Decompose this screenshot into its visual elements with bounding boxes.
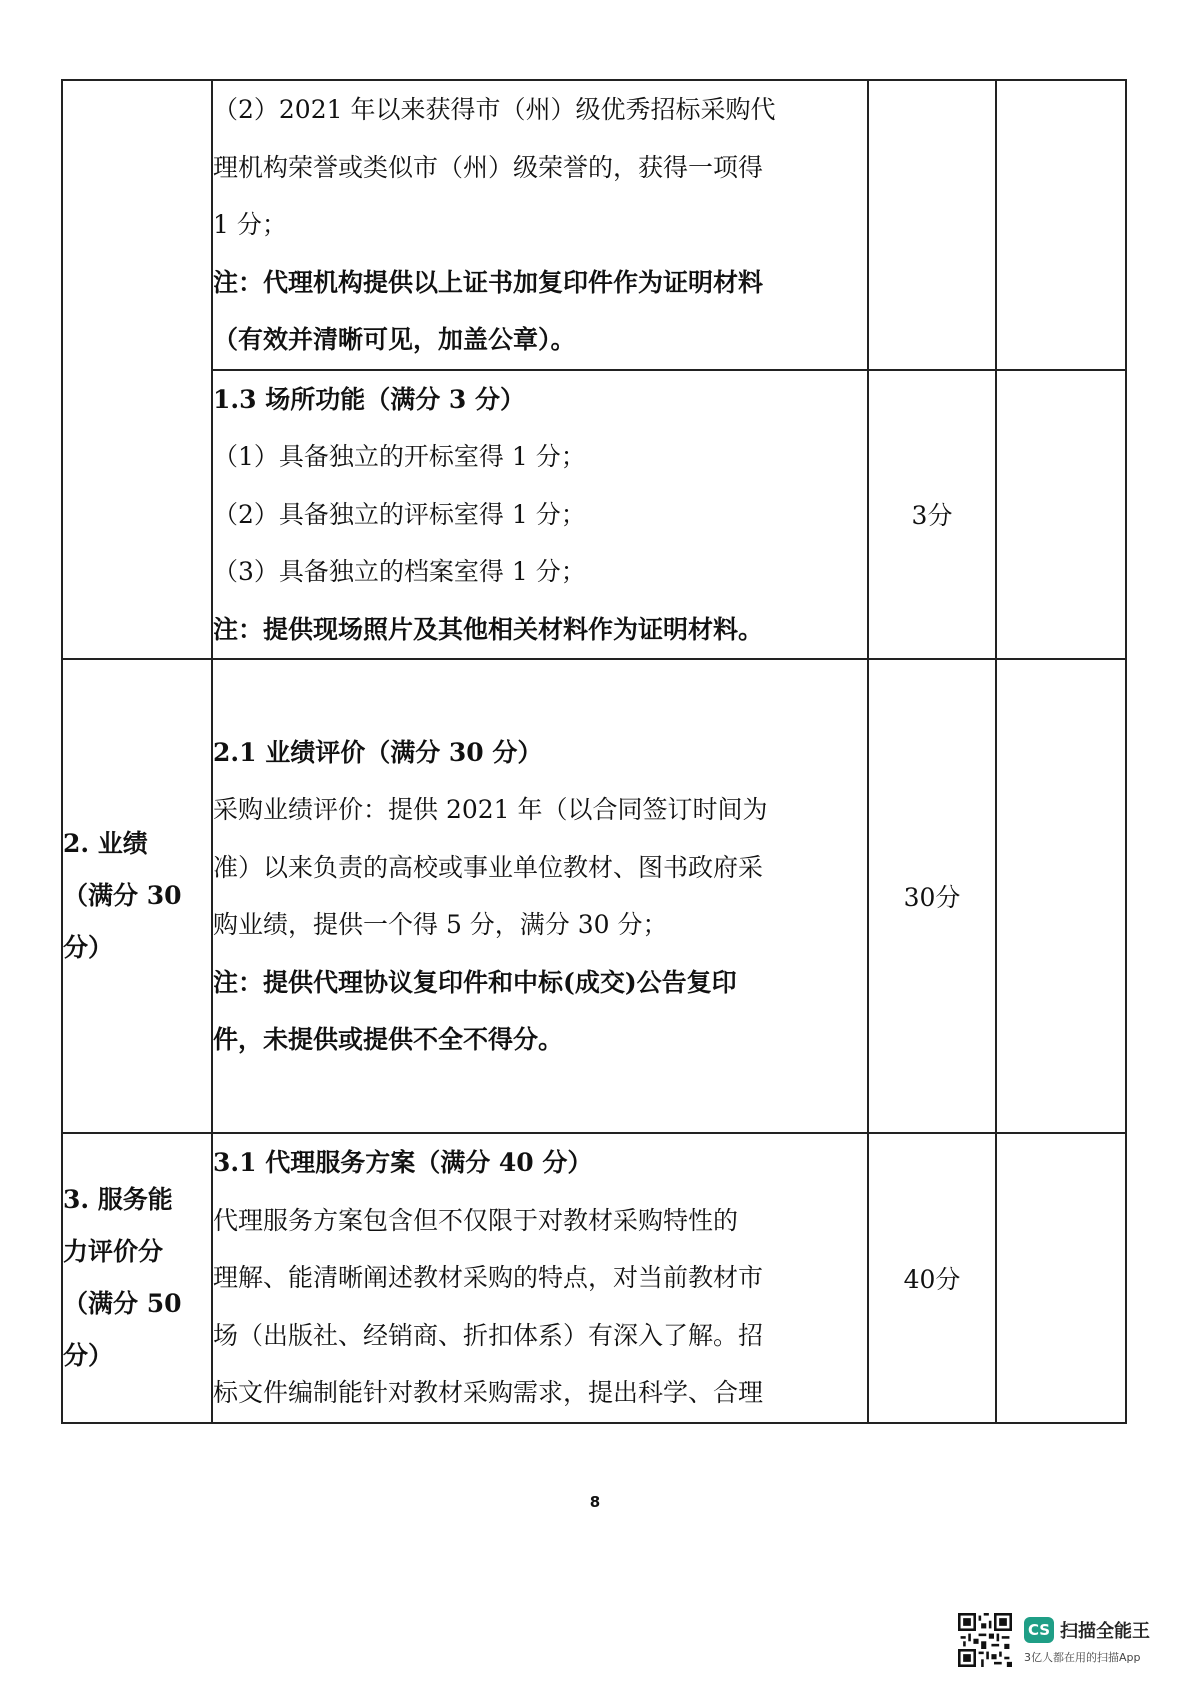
category-line: （满分 30 xyxy=(63,881,182,910)
criteria-line: 理解、能清晰阐述教材采购的特点，对当前教材市 xyxy=(213,1263,764,1292)
watermark-app-name: 扫描全能王 xyxy=(1060,1621,1150,1642)
category-line: 分） xyxy=(63,1340,114,1370)
criteria-line: 理机构荣誉或类似市（州）级荣誉的，获得一项得 xyxy=(213,152,764,182)
category-cell-performance xyxy=(62,659,212,1133)
criteria-cell-venue xyxy=(212,370,868,660)
criteria-cell-performance xyxy=(212,659,868,1133)
criteria-line: 准）以来负责的高校或事业单位教材、图书政府采 xyxy=(213,852,764,882)
scanner-watermark xyxy=(958,1613,1168,1673)
cs-logo-icon: CS xyxy=(1024,1617,1054,1643)
page-number: 8 xyxy=(589,1493,601,1511)
criteria-line: 采购业绩评价：提供 2021 年（以合同签订时间为 xyxy=(213,795,768,824)
criteria-line: （2）具备独立的评标室得 1 分； xyxy=(213,499,586,529)
criteria-line: 标文件编制能针对教材采购需求，提出科学、合理 xyxy=(213,1378,764,1407)
table-row xyxy=(62,370,1126,660)
score-cell xyxy=(996,80,1126,370)
criteria-line: （2）2021 年以来获得市（州）级优秀招标采购代 xyxy=(213,95,776,124)
criteria-heading: 3.1 代理服务方案（满分 40 分） xyxy=(213,1148,593,1177)
score-cell xyxy=(996,1133,1126,1423)
table-row xyxy=(62,80,1126,370)
criteria-line: （3）具备独立的档案室得 1 分； xyxy=(213,557,586,586)
category-line: 3. 服务能 xyxy=(63,1184,173,1214)
category-cell-1 xyxy=(62,80,212,659)
score-cell xyxy=(996,659,1126,1133)
watermark-tagline: 3亿人都在用的扫描App xyxy=(1024,1651,1141,1664)
category-cell-service xyxy=(62,1133,212,1423)
criteria-note: 注：代理机构提供以上证书加复印件作为证明材料 xyxy=(213,267,764,297)
category-line: （满分 50 xyxy=(63,1288,182,1318)
points-cell: 40分 xyxy=(868,1133,996,1423)
criteria-cell-service-plan xyxy=(212,1133,868,1423)
criteria-note: 注：提供代理协议复印件和中标(成交)公告复印 xyxy=(213,967,737,997)
criteria-note: （有效并清晰可见，加盖公章）。 xyxy=(213,325,576,354)
criteria-note: 件，未提供或提供不全不得分。 xyxy=(213,1025,564,1054)
criteria-line: （1）具备独立的开标室得 1 分； xyxy=(213,442,586,471)
category-line: 力评价分 xyxy=(63,1236,164,1266)
criteria-note: 注：提供现场照片及其他相关材料作为证明材料。 xyxy=(213,614,764,644)
points-cell: 3分 xyxy=(868,370,996,660)
criteria-cell-honors xyxy=(212,80,868,370)
criteria-line: 场（出版社、经销商、折扣体系）有深入了解。招 xyxy=(213,1320,764,1350)
points-cell xyxy=(868,80,996,370)
criteria-line: 1 分； xyxy=(213,210,287,239)
scoring-table xyxy=(61,79,1127,1424)
qr-code-icon xyxy=(958,1613,1012,1667)
criteria-line: 购业绩，提供一个得 5 分，满分 30 分； xyxy=(213,910,668,939)
table-row xyxy=(62,659,1126,1133)
category-line: 2. 业绩 xyxy=(63,829,148,858)
criteria-line: 代理服务方案包含但不仅限于对教材采购特性的 xyxy=(213,1205,739,1235)
table-row xyxy=(62,1133,1126,1423)
points-cell: 30分 xyxy=(868,659,996,1133)
category-line: 分） xyxy=(63,933,114,962)
score-cell xyxy=(996,370,1126,660)
criteria-heading: 1.3 场所功能（满分 3 分） xyxy=(213,384,526,414)
criteria-heading: 2.1 业绩评价（满分 30 分） xyxy=(213,737,543,767)
